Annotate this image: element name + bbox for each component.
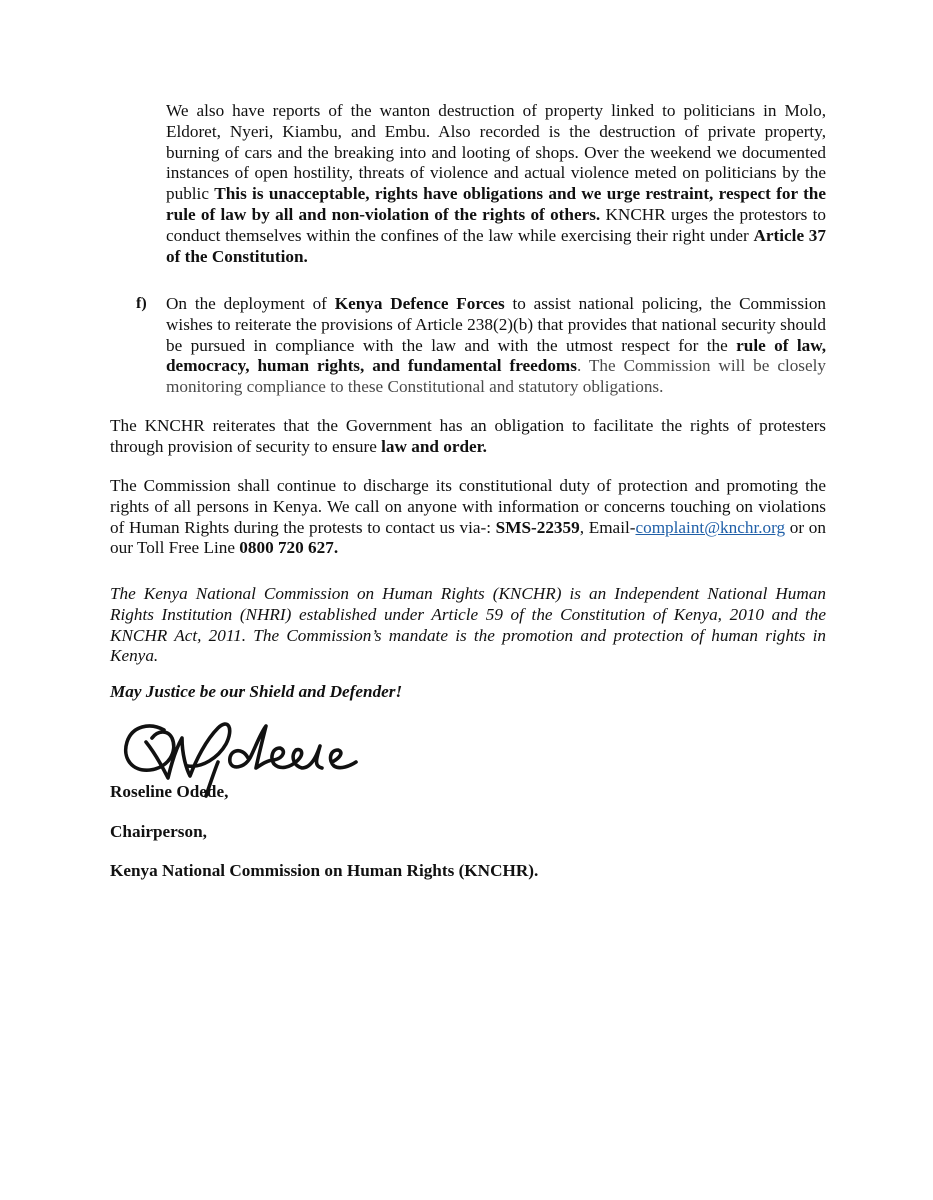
bold-span: law and order.	[381, 436, 487, 456]
sms-number: SMS-22359	[495, 517, 580, 537]
text-span: to assist national policing, the Commission wishes to reiterate the provisions of Article 238(2)(b) that provides that national security should be pursued in compliance with the law and with the utmost respect for the	[166, 294, 827, 355]
paragraph-about-knchr	[110, 584, 826, 667]
text-span: On the deployment of	[166, 294, 335, 313]
bold-span: rule of law, democracy, human rights, and fundamental freedoms	[166, 335, 826, 376]
toll-free-number: 0800 720 627.	[239, 538, 339, 558]
email-link[interactable]: complaint@knchr.org	[635, 517, 786, 537]
signer-title: Chairperson,	[110, 822, 207, 841]
paragraph-kdf-deployment	[166, 294, 826, 398]
text-span: We also have reports of the wanton destruction of property linked to politicians in Molo, Eldoret, Nyeri, Kiambu, and Embu. Also recorded is the destruction of private property, burning of cars and the breaking into and looting of shops. Over the weekend we documented instances of open hostility, threats of violence and actual violence meted on politicians by the public	[166, 101, 826, 204]
text-span: or on our Toll Free Line	[110, 517, 826, 558]
text-span: , Email-	[579, 517, 636, 537]
text-span: The KNCHR reiterates that the Government has an obligation to facilitate the rights of protesters through provision of security to ensure	[110, 416, 826, 456]
paragraph-government-obligation	[110, 416, 826, 458]
bold-span: This is unacceptable, rights have obligations and we urge restraint, respect for the rule of law by all and non-violation of the rights of others.	[166, 184, 826, 224]
motto: May Justice be our Shield and Defender!	[110, 682, 403, 701]
bold-span: Kenya Defence Forces	[334, 294, 505, 313]
text-span: . The Commission will be closely monitoring compliance to these Constitutional and statutory obligations.	[166, 356, 826, 397]
text-span: KNCHR urges the protestors to conduct themselves within the confines of the law while exercising their right under	[166, 204, 827, 245]
text-span: The Kenya National Commission on Human Rights (KNCHR) is an Independent National Human Rights Institution (NHRI) established under Article 59 of the Constitution of Kenya, 2010 and the KNCHR Act, 2011. The Commission’s mandate is the promotion and protection of human rights in Kenya.	[110, 584, 826, 666]
signer-organization: Kenya National Commission on Human Rights (KNCHR).	[110, 861, 539, 880]
paragraph-contact-info	[110, 476, 826, 559]
list-label-f: f)	[136, 295, 147, 312]
text-span: The Commission shall continue to discharge its constitutional duty of protection and promoting the rights of all persons in Kenya. We call on anyone with information or concerns touching on violations of Human Rights during the protests to contact us via-:	[110, 476, 826, 537]
bold-span: Article 37 of the Constitution.	[166, 225, 826, 266]
paragraph-destruction-reports	[166, 101, 826, 267]
signer-name: Roseline Odede,	[110, 782, 229, 801]
